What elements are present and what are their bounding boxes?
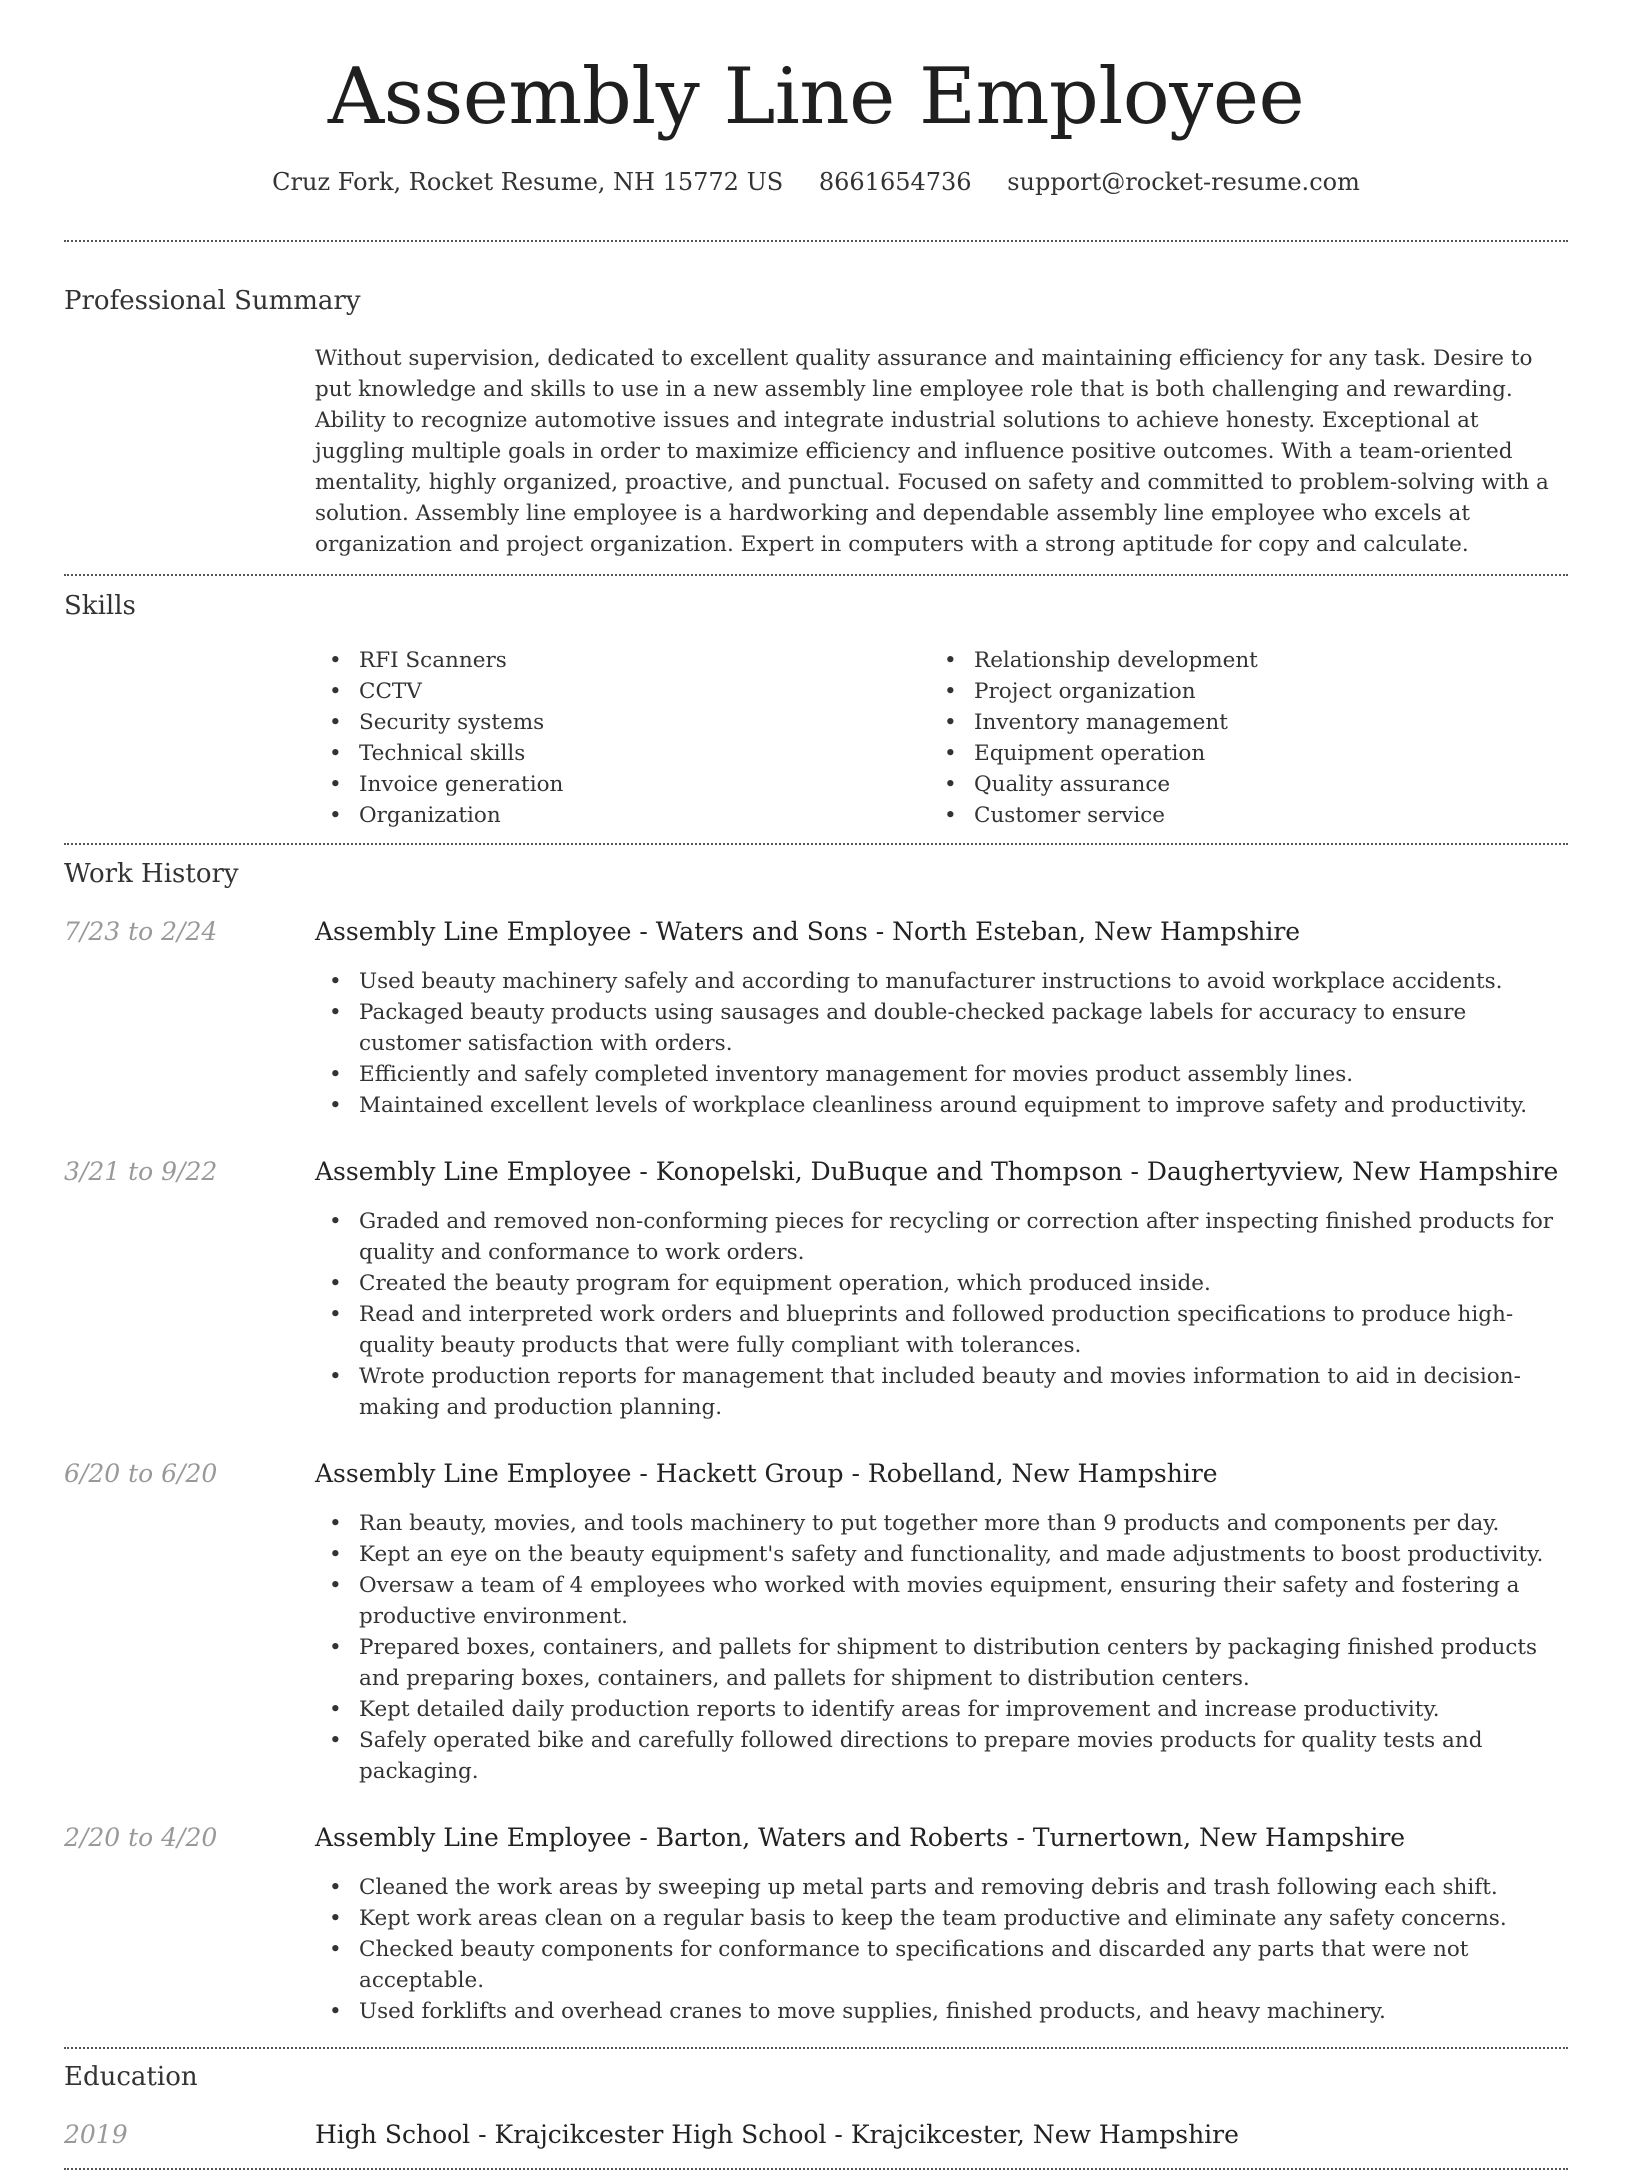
summary-title: Professional Summary <box>64 286 361 316</box>
job-bullet: • Graded and removed non-conforming pieces for recycling or correction after inspecting finished products for quality and conformance to work orders. <box>315 1206 1568 1268</box>
job-entry <box>64 1159 1568 1423</box>
work-title: Work History <box>64 859 239 889</box>
contact-email[interactable]: support@rocket-resume.com <box>1007 168 1360 196</box>
job-bullet: • Wrote production reports for management that included beauty and movies information to aid in decision-making and production planning. <box>315 1361 1568 1423</box>
skill-item: • Project organization <box>930 676 1545 707</box>
job-title: Assembly Line Employee - Waters and Sons - North Esteban, New Hampshire <box>315 917 1301 946</box>
skill-item: • Security systems <box>315 707 930 738</box>
job-entry <box>64 1461 1568 1787</box>
job-dates: 3/21 to 9/22 <box>64 1157 218 1186</box>
education-entry <box>64 2122 1568 2148</box>
job-bullet: • Used forklifts and overhead cranes to move supplies, finished products, and heavy machinery. <box>315 1996 1568 2027</box>
job-entry <box>64 919 1568 1121</box>
job-bullet: • Efficiently and safely completed inventory management for movies product assembly lines. <box>315 1059 1568 1090</box>
skill-item: • Equipment operation <box>930 738 1545 769</box>
job-bullet: • Packaged beauty products using sausages and double-checked package labels for accuracy to ensure customer satisfaction with orders. <box>315 997 1568 1059</box>
work-section <box>64 845 1568 2027</box>
candidate-name: Assembly Line Employee <box>327 52 1305 142</box>
job-dates: 6/20 to 6/20 <box>64 1459 218 1488</box>
job-dates: 7/23 to 2/24 <box>64 917 218 946</box>
skill-item: • Organization <box>315 800 930 831</box>
education-year: 2019 <box>64 2120 128 2149</box>
skills-column-left <box>315 645 930 831</box>
skill-item: • CCTV <box>315 676 930 707</box>
skill-item: • Technical skills <box>315 738 930 769</box>
skill-item: • Customer service <box>930 800 1545 831</box>
summary-text: Without supervision, dedicated to excellent quality assurance and maintaining efficiency for any task. Desire to put knowledge and skills to use in a new assembly line employee role that is both challenging and rewarding. Ability to recognize automotive issues and integrate industrial solutions to achieve honesty. Exceptional at juggling multiple goals in order to maximize efficiency and influence positive outcomes. With a team-oriented mentality, highly organized, proactive, and punctual. Focused on safety and committed to problem-solving with a solution. Assembly line employee is a hardworking and dependable assembly line employee who excels at organization and project organization. Expert in computers with a strong aptitude for copy and calculate. <box>315 346 1549 557</box>
skill-item: • Invoice generation <box>315 769 930 800</box>
job-bullets <box>315 1508 1568 1787</box>
job-bullets <box>315 1872 1568 2027</box>
skills-list <box>315 645 1568 831</box>
skills-title: Skills <box>64 591 136 621</box>
contact-phone: 8661654736 <box>818 168 972 196</box>
job-bullet: • Oversaw a team of 4 employees who worked with movies equipment, ensuring their safety and fostering a productive environment. <box>315 1570 1568 1632</box>
job-bullet: • Kept an eye on the beauty equipment's safety and functionality, and made adjustments to boost productivity. <box>315 1539 1568 1570</box>
job-bullet: • Cleaned the work areas by sweeping up metal parts and removing debris and trash following each shift. <box>315 1872 1568 1903</box>
job-title: Assembly Line Employee - Barton, Waters and Roberts - Turnertown, New Hampshire <box>315 1823 1406 1852</box>
summary-section <box>64 242 1568 560</box>
education-section <box>64 2049 1568 2148</box>
job-bullet: • Created the beauty program for equipment operation, which produced inside. <box>315 1268 1568 1299</box>
skill-item: • RFI Scanners <box>315 645 930 676</box>
job-bullet: • Ran beauty, movies, and tools machinery to put together more than 9 products and components per day. <box>315 1508 1568 1539</box>
education-school: High School - Krajcikcester High School - Krajcikcester, New Hampshire <box>315 2120 1239 2149</box>
contact-line <box>64 168 1568 200</box>
skill-item: • Quality assurance <box>930 769 1545 800</box>
job-list <box>64 919 1568 2027</box>
job-bullets <box>315 966 1568 1121</box>
job-bullet: • Maintained excellent levels of workplace cleanliness around equipment to improve safety and productivity. <box>315 1090 1568 1121</box>
job-dates: 2/20 to 4/20 <box>64 1823 218 1852</box>
job-bullet: • Kept detailed daily production reports to identify areas for improvement and increase productivity. <box>315 1694 1568 1725</box>
job-title: Assembly Line Employee - Konopelski, DuBuque and Thompson - Daughertyview, New Hampshire <box>315 1157 1559 1186</box>
job-bullet: • Prepared boxes, containers, and pallets for shipment to distribution centers by packaging finished products and preparing boxes, containers, and pallets for shipment to distribution centers. <box>315 1632 1568 1694</box>
job-bullet: • Safely operated bike and carefully followed directions to prepare movies products for quality tests and packaging. <box>315 1725 1568 1787</box>
job-bullet: • Read and interpreted work orders and blueprints and followed production specifications to produce high-quality beauty products that were fully compliant with tolerances. <box>315 1299 1568 1361</box>
skills-section <box>64 576 1568 831</box>
skill-item: • Inventory management <box>930 707 1545 738</box>
skills-column-right <box>930 645 1545 831</box>
job-title: Assembly Line Employee - Hackett Group - Robelland, New Hampshire <box>315 1459 1218 1488</box>
education-title: Education <box>64 2062 198 2092</box>
job-entry <box>64 1825 1568 2027</box>
contact-address: Cruz Fork, Rocket Resume, NH 15772 US <box>272 168 784 196</box>
job-bullet: • Checked beauty components for conformance to specifications and discarded any parts that were not acceptable. <box>315 1934 1568 1996</box>
job-bullet: • Kept work areas clean on a regular basis to keep the team productive and eliminate any safety concerns. <box>315 1903 1568 1934</box>
job-bullets <box>315 1206 1568 1423</box>
skill-item: • Relationship development <box>930 645 1545 676</box>
job-bullet: • Used beauty machinery safely and according to manufacturer instructions to avoid workplace accidents. <box>315 966 1568 997</box>
resume-page <box>64 0 1568 2170</box>
